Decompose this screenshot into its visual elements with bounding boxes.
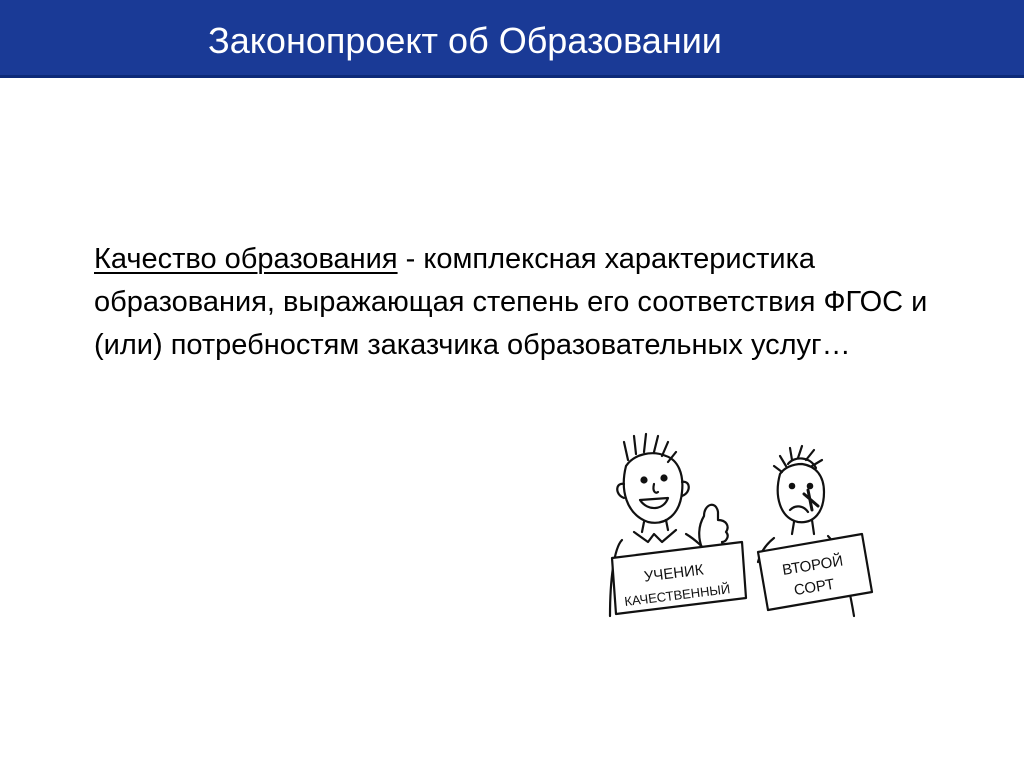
definition-text: - комплексная характеристика образования, выражающая степень его соответствия ФГОС и (или) потребностям заказчика образовательных услуг…	[94, 243, 928, 361]
right-sign-line2: СОРТ	[792, 575, 836, 600]
cartoon-illustration	[604, 430, 884, 620]
left-sign-line2: КАЧЕСТВЕННЫЙ	[623, 581, 731, 610]
right-sign-line1: ВТОРОЙ	[781, 552, 845, 579]
left-sign-line1: УЧЕНИК	[643, 561, 705, 586]
title-bar	[0, 0, 1024, 78]
definition-term: Качество образования	[94, 243, 398, 275]
slide-title: Законопроект об Образовании	[208, 20, 722, 61]
definition-paragraph	[94, 238, 974, 367]
two-students-cartoon	[604, 430, 884, 620]
